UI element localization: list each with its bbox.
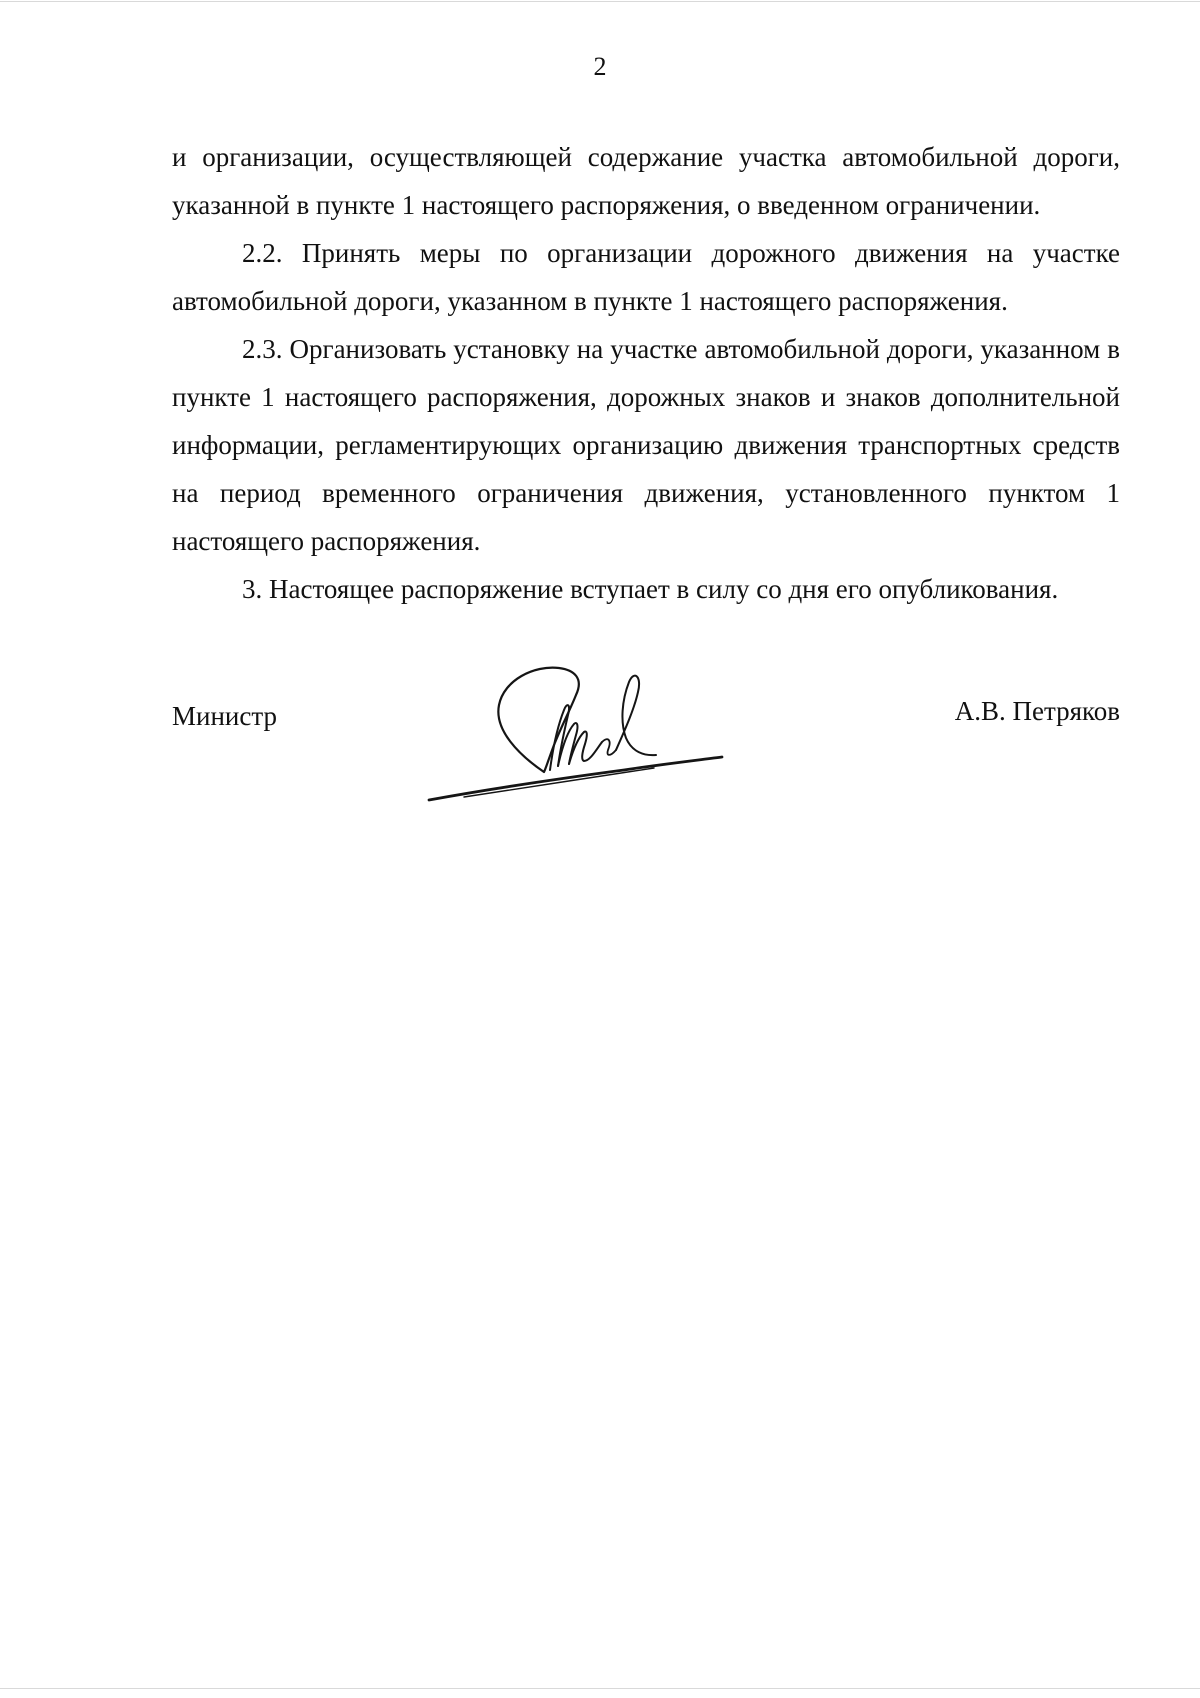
- scan-top-edge: [0, 1, 1200, 2]
- paragraph-item-2-2: 2.2. Принять меры по организации дорожного движения на участке автомобильной дороги, указанном в пункте 1 настоящего распоряжения.: [172, 238, 1120, 316]
- signature-block: [172, 660, 1120, 820]
- handwritten-signature: [424, 660, 724, 810]
- signer-name: А.В. Петряков: [954, 696, 1120, 726]
- paragraph-continuation: и организации, осуществляющей содержание участка автомобильной дороги, указанной в пункте 1 настоящего распоряжения, о введенном ограничении.: [172, 142, 1120, 220]
- paragraph-item-3: 3. Настоящее распоряжение вступает в силу со дня его опубликования.: [242, 574, 1059, 604]
- scan-bottom-edge: [0, 1688, 1200, 1689]
- paragraph-item-2-3: 2.3. Организовать установку на участке автомобильной дороги, указанном в пункте 1 настоящего распоряжения, дорожных знаков и знаков дополнительной информации, регламентирующих организацию движения транспортных средств на период временного ограничения движения, установленного пунктом 1 настоящего распоряжения.: [172, 334, 1120, 556]
- signer-position-title: Министр: [172, 701, 277, 731]
- page-number: 2: [593, 52, 607, 81]
- document-body: [172, 133, 1120, 613]
